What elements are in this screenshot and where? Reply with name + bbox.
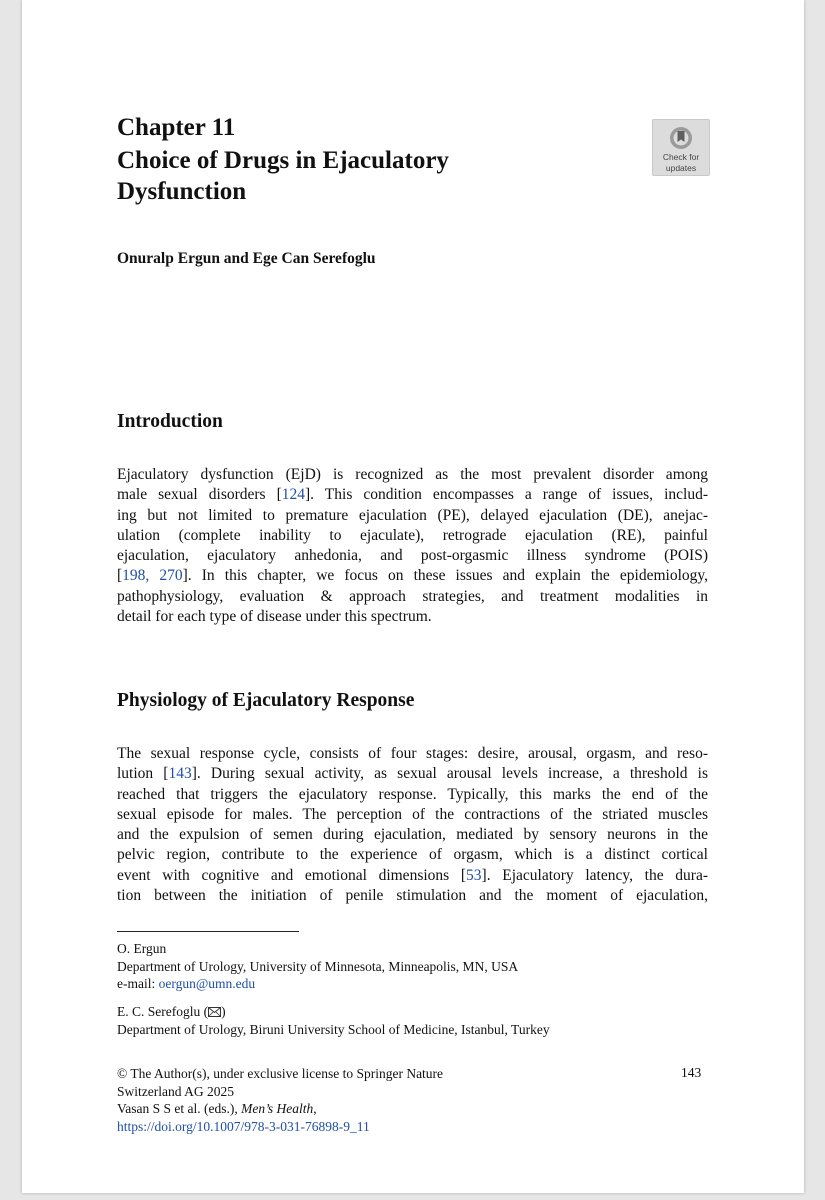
text-line: sexual episode for males. The perception of the contractions of the striated muscles [117,805,708,823]
citation-link[interactable]: 198, 270 [122,567,183,585]
text-line: ejaculation, ejaculatory anhedonia, and post-orgasmic illness syndrome (POIS) [117,547,708,565]
page-number: 143 [681,1065,702,1080]
copyright-line1: © The Author(s), under exclusive license to Springer Nature [117,1066,444,1081]
author1-email-row: e-mail: oergun@umn.edu [117,976,256,991]
copyright-footer [117,1065,444,1135]
envelope-icon[interactable] [208,1007,221,1017]
text-line: The sexual response cycle, consists of four stages: desire, arousal, orgasm, and reso- [117,745,708,762]
text-line: ing but not limited to premature ejaculation (PE), delayed ejaculation (DE), anejac- [117,506,708,524]
copyright-line2: Switzerland AG 2025 [117,1083,234,1099]
badge-line1: Check for [662,152,700,162]
text-line: Ejaculatory dysfunction (EjD) is recognized as the most prevalent disorder among [117,466,708,483]
paragraph-introduction [117,465,708,627]
text-line: pathophysiology, evaluation & approach strategies, and treatment modalities in [117,587,708,605]
text-line: event with cognitive and emotional dimensions [53]. Ejaculatory latency, the dura- [117,866,708,884]
doi-link[interactable]: https://doi.org/10.1007/978-3-031-76898-9_11 [117,1118,370,1134]
book-title: Men’s Health [241,1101,314,1116]
author2-affiliation: Department of Urology, Biruni University School of Medicine, Istanbul, Turkey [117,1021,550,1037]
citation-link[interactable]: 124 [281,486,306,504]
text-line: reached that triggers the ejaculatory response. Typically, this marks the end of the [117,785,708,803]
crossmark-icon [668,125,694,151]
citation-link[interactable]: 143 [168,765,192,783]
chapter-number: Chapter 11 [117,114,236,141]
text-line: tion between the initiation of penile stimulation and the moment of ejaculation, [117,887,708,905]
text-line: detail for each type of disease under this spectrum. [117,608,432,626]
text-line: ulation (complete inability to ejaculate), retrograde ejaculation (RE), painful [117,526,708,544]
text-line: [198, 270]. In this chapter, we focus on these issues and explain the epidemiology, [117,567,708,585]
text-line: male sexual disorders [124]. This condition encompasses a range of issues, includ- [117,486,708,504]
footnote-divider [117,931,299,932]
chapter-title-line2: Dysfunction [117,178,247,205]
chapter-title-line1: Choice of Drugs in Ejaculatory [117,147,449,174]
paragraph-physiology [117,744,708,906]
footnote-author1 [117,940,518,993]
author1-affiliation: Department of Urology, University of Minnesota, Minneapolis, MN, USA [117,958,519,974]
chapter-title [117,145,537,207]
footnote-author2 [117,1003,550,1038]
text-line: and the expulsion of semen during ejaculation, mediated by sensory neurons in the [117,826,708,844]
authors: Onuralp Ergun and Ege Can Serefoglu [117,250,376,267]
citation-link[interactable]: 53 [466,866,482,884]
check-for-updates-badge[interactable] [652,119,710,176]
section-heading-physiology: Physiology of Ejaculatory Response [117,690,415,711]
text-line: lution [143]. During sexual activity, as sexual arousal levels increase, a threshold is [117,765,708,783]
author1-name: O. Ergun [117,941,167,956]
badge-line2: updates [665,163,697,173]
citation: Vasan S S et al. (eds.), Men’s Health, [117,1101,317,1116]
document-page [22,0,804,1193]
section-heading-introduction: Introduction [117,411,223,432]
author2-name: E. C. Serefoglu ( ) [117,1004,226,1019]
text-line: pelvic region, contribute to the experience of orgasm, which is a distinct cortical [117,846,708,864]
author1-email-link[interactable]: oergun@umn.edu [158,976,256,991]
